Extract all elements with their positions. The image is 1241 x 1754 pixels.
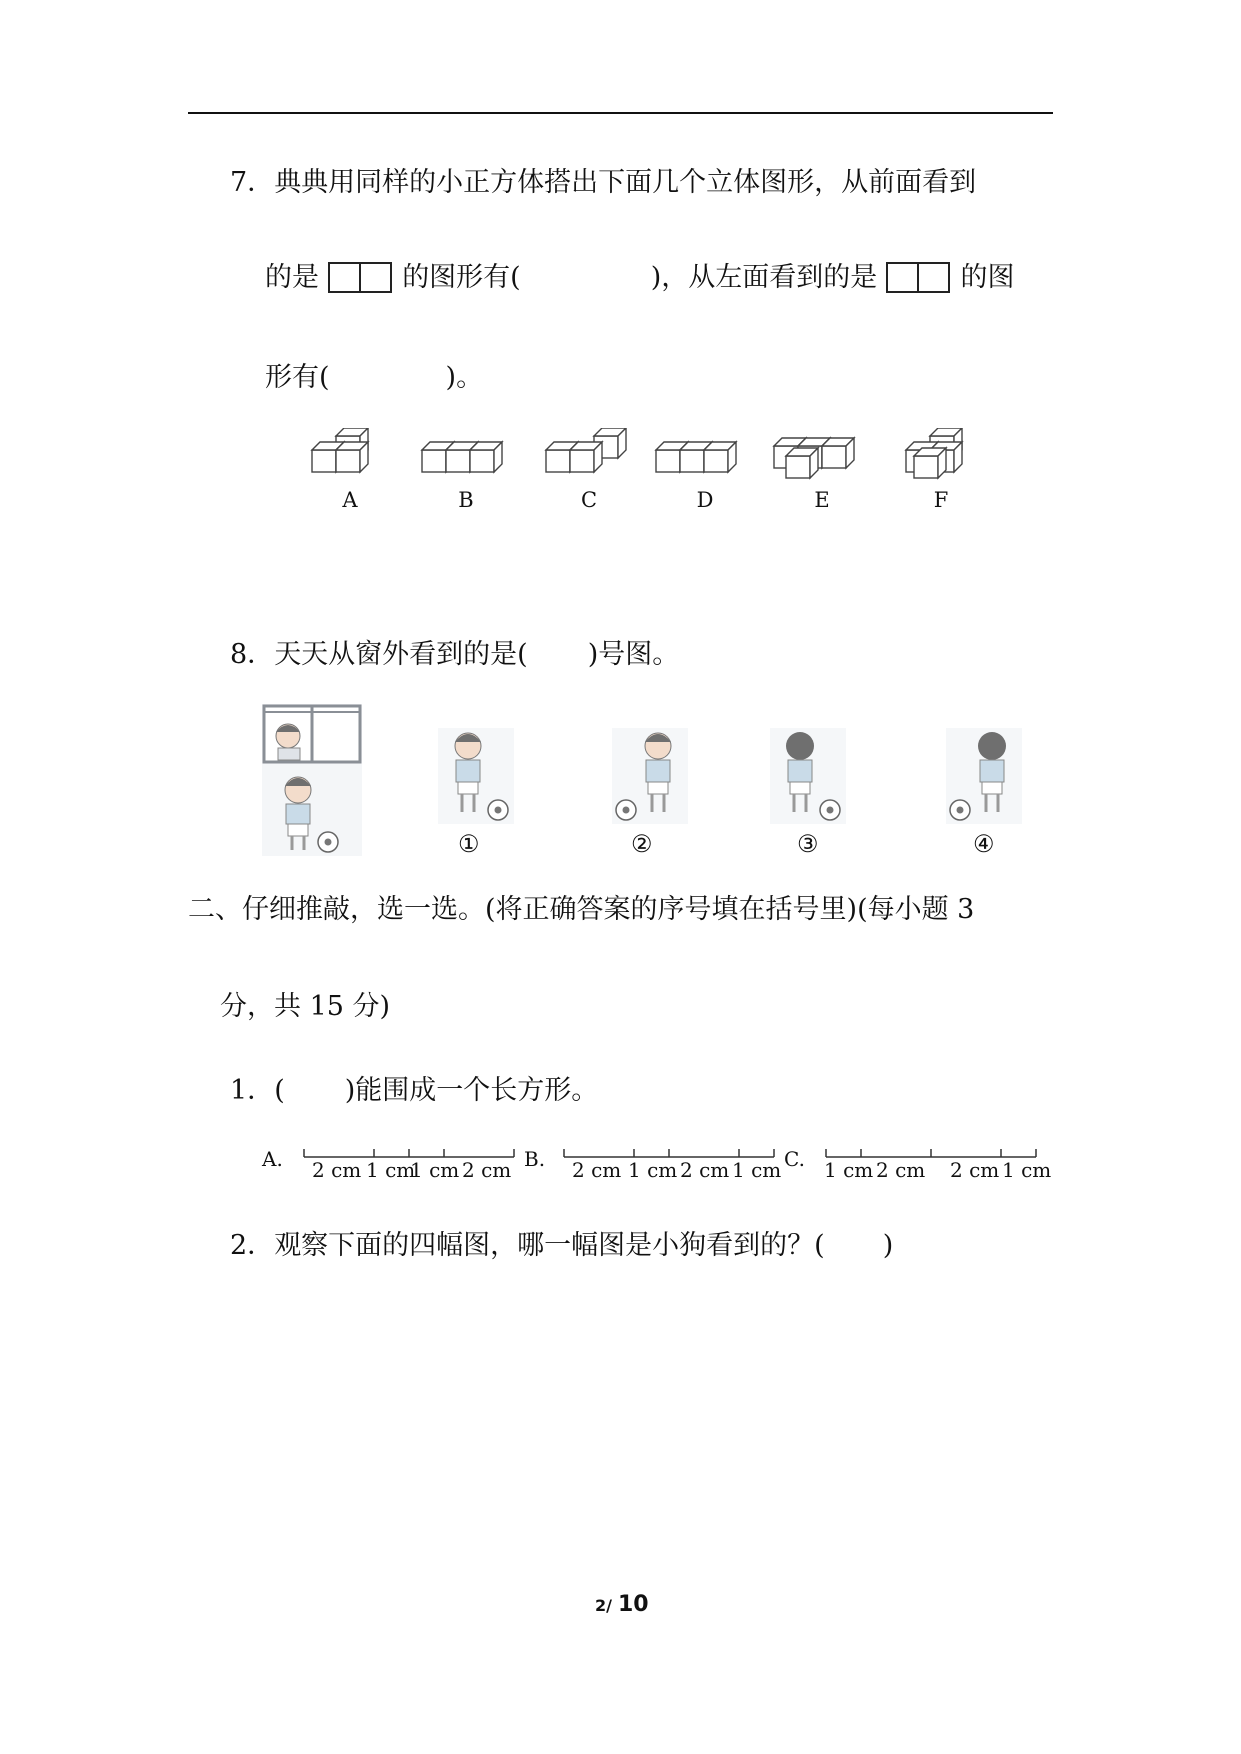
seg-c-3: 2 cm xyxy=(950,1158,1000,1182)
s2q1-number: 1． xyxy=(230,1075,275,1106)
seg-b-4: 1 cm xyxy=(732,1158,782,1182)
window-scene-image xyxy=(262,704,362,856)
seg-c-1: 1 cm xyxy=(824,1158,874,1182)
q7-text-c: )，从左面看到的是 xyxy=(650,262,878,293)
view-label-1: ① xyxy=(458,830,480,858)
q7-text-d: 的图 xyxy=(960,262,1015,293)
q7-line1 xyxy=(230,166,976,200)
seg-a-4: 2 cm xyxy=(462,1158,512,1182)
cube-figure-a xyxy=(312,428,368,472)
section2-heading-line2: 分，共 15 分) xyxy=(220,991,391,1022)
two-square-left-view-icon xyxy=(886,262,952,295)
seg-b-2: 1 cm xyxy=(628,1158,678,1182)
q8-text-b: )号图。 xyxy=(587,639,680,670)
page-number xyxy=(595,1592,649,1617)
q7-text-b: 的图形有( xyxy=(402,262,521,293)
s2q1-text-b: )能围成一个长方形。 xyxy=(344,1075,599,1106)
header-rule xyxy=(188,112,1053,114)
q7-line2 xyxy=(265,261,1014,295)
segment-option-b-label: B. xyxy=(524,1147,546,1171)
seg-a-2: 1 cm xyxy=(366,1158,416,1182)
cube-label-d: D xyxy=(696,488,714,512)
q7-text-e: 形有( xyxy=(265,362,330,393)
cube-label-c: C xyxy=(580,488,598,512)
two-square-front-view-icon xyxy=(328,262,394,295)
page-total: 10 xyxy=(617,1592,649,1617)
segment-option-a-label: A. xyxy=(262,1147,283,1171)
cube-figure-f xyxy=(906,428,962,478)
view-option-3-image xyxy=(770,728,846,824)
s2q2-text: 观察下面的四幅图，哪一幅图是小狗看到的？( xyxy=(274,1230,825,1261)
s2q2-number: 2． xyxy=(230,1230,275,1261)
q7-line3 xyxy=(265,361,483,395)
q7-text-f: )。 xyxy=(445,362,484,393)
q8-number: 8． xyxy=(230,639,275,670)
cube-label-f: F xyxy=(933,488,949,512)
s2q2-line xyxy=(230,1229,893,1263)
seg-b-1: 2 cm xyxy=(572,1158,622,1182)
q8-line xyxy=(230,638,679,672)
seg-b-3: 2 cm xyxy=(680,1158,730,1182)
q8-text-a: 天天从窗外看到的是( xyxy=(274,639,528,670)
segment-option-c-label: C. xyxy=(784,1147,805,1171)
q7-text-line1: 典典用同样的小正方体搭出下面几个立体图形，从前面看到 xyxy=(274,167,977,198)
cube-label-a: A xyxy=(342,488,358,512)
section2-heading-line1: 二、仔细推敲，选一选。(将正确答案的序号填在括号里)(每小题 3 xyxy=(188,894,975,925)
view-label-4: ④ xyxy=(973,830,995,858)
s2q1-text-a: ( xyxy=(274,1075,285,1106)
cube-figure-b xyxy=(422,442,502,472)
view-label-2: ② xyxy=(631,830,653,858)
seg-c-2: 2 cm xyxy=(876,1158,926,1182)
q7-number: 7． xyxy=(230,167,275,198)
view-option-2-image xyxy=(612,728,688,824)
view-label-3: ③ xyxy=(797,830,819,858)
seg-a-1: 2 cm xyxy=(312,1158,362,1182)
seg-c-4: 1 cm xyxy=(1002,1158,1052,1182)
view-option-4-image xyxy=(946,728,1022,824)
s2q1-line xyxy=(230,1074,598,1108)
page-current: 2/ xyxy=(595,1596,612,1615)
cube-figure-e xyxy=(774,438,854,478)
cube-figure-d xyxy=(656,442,736,472)
cube-figures xyxy=(300,428,1000,488)
cube-label-e: E xyxy=(814,488,830,512)
cube-figure-c xyxy=(546,428,626,472)
view-option-1-image xyxy=(438,728,514,824)
cube-label-b: B xyxy=(458,488,474,512)
seg-a-3: 1 cm xyxy=(410,1158,460,1182)
s2q2-text-end: ) xyxy=(882,1230,894,1261)
q7-text-a: 的是 xyxy=(265,262,319,293)
